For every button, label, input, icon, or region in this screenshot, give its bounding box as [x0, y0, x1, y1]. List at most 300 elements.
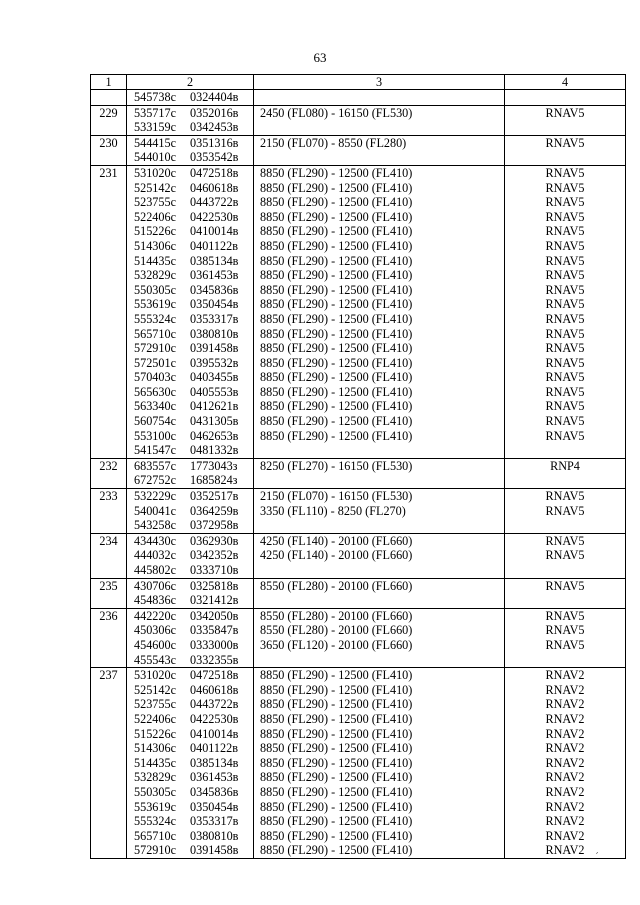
latitude: 565710c [134, 326, 176, 341]
longitude: 0362930в [190, 533, 239, 548]
latitude: 565710c [134, 828, 176, 843]
coordinate-line [134, 136, 253, 151]
altitude-range: 8850 (FL290) - 12500 (FL410) [260, 180, 413, 195]
column-header: 1 [91, 75, 127, 90]
altitude-range: 2450 (FL080) - 16150 (FL530) [260, 105, 413, 120]
longitude: 0332355в [190, 652, 239, 667]
altitude-range: 8850 (FL290) - 12500 (FL410) [260, 326, 413, 341]
column-header: 3 [254, 75, 505, 90]
coordinate-line [134, 254, 253, 269]
navigation-spec-cell [505, 608, 626, 667]
route-number: 232 [91, 458, 127, 488]
coordinates-cell [127, 105, 254, 135]
coordinate-line [134, 297, 253, 312]
altitude-range: 8850 (FL290) - 12500 (FL410) [260, 311, 413, 326]
coordinate-line [134, 150, 253, 165]
navigation-spec: RNP4 [550, 458, 580, 473]
longitude: 0391458в [190, 341, 239, 356]
navigation-spec: RNAV5 [545, 326, 585, 341]
navigation-spec: RNAV5 [545, 399, 585, 414]
altitude-range: 8850 (FL290) - 12500 (FL410) [260, 755, 413, 770]
coordinate-line [134, 843, 253, 858]
navigation-spec: RNAV5 [545, 503, 585, 518]
longitude: 0395532в [190, 355, 239, 370]
longitude: 0385134в [190, 253, 239, 268]
altitude-range: 8850 (FL290) - 12500 (FL410) [260, 414, 413, 429]
coordinate-line [134, 489, 253, 504]
navigation-spec: RNAV5 [545, 489, 585, 504]
navigation-spec: RNAV5 [545, 533, 585, 548]
coordinate-line [134, 356, 253, 371]
altitude-range: 8850 (FL290) - 12500 (FL410) [260, 282, 413, 297]
longitude: 0460618в [190, 180, 239, 195]
navigation-spec: RNAV2 [545, 799, 585, 814]
navigation-spec-cell [505, 105, 626, 135]
altitude-cell [254, 668, 505, 859]
route-number: 237 [91, 668, 127, 859]
coordinate-line [134, 268, 253, 283]
altitude-cell [254, 608, 505, 667]
page-number: 63 [313, 50, 327, 65]
route-number: 231 [91, 165, 127, 458]
longitude: 0364259в [190, 503, 239, 518]
latitude: 543258c [134, 518, 176, 533]
latitude: 523755c [134, 195, 176, 210]
altitude-cell [254, 489, 505, 534]
latitude: 514435c [134, 253, 176, 268]
coordinate-line [134, 399, 253, 414]
coordinate-line [134, 653, 253, 668]
latitude: 531020c [134, 165, 176, 180]
navigation-spec: RNAV5 [545, 165, 585, 180]
latitude: 525142c [134, 180, 176, 195]
latitude: 572501c [134, 355, 176, 370]
altitude-range: 8850 (FL290) - 12500 (FL410) [260, 297, 413, 312]
longitude: 0385134в [190, 755, 239, 770]
latitude: 544010c [134, 150, 176, 165]
coordinates-cell [127, 578, 254, 608]
table-row [91, 608, 626, 667]
navigation-spec: RNAV5 [545, 355, 585, 370]
routes-table [90, 74, 626, 859]
coordinate-line [134, 683, 253, 698]
coordinates-cell [127, 135, 254, 165]
longitude: 0372958в [190, 518, 239, 533]
longitude: 1773043з [190, 458, 238, 473]
coordinate-line [134, 609, 253, 624]
altitude-range: 8850 (FL290) - 12500 (FL410) [260, 165, 413, 180]
navigation-spec: RNAV5 [545, 268, 585, 283]
coordinates-cell [127, 165, 254, 458]
table-row [91, 533, 626, 578]
altitude-range: 8850 (FL290) - 12500 (FL410) [260, 209, 413, 224]
table-row [91, 458, 626, 488]
coordinate-line [134, 312, 253, 327]
navigation-spec: RNAV2 [545, 814, 585, 829]
longitude: 0361453в [190, 770, 239, 785]
altitude-range: 8850 (FL290) - 12500 (FL410) [260, 799, 413, 814]
altitude-range: 8850 (FL290) - 12500 (FL410) [260, 814, 413, 829]
route-number: 229 [91, 105, 127, 135]
coordinate-line [134, 459, 253, 474]
navigation-spec: RNAV2 [545, 711, 585, 726]
latitude: 454600c [134, 637, 176, 652]
coordinates-cell [127, 458, 254, 488]
coordinate-line [134, 668, 253, 683]
altitude-cell [254, 90, 505, 106]
navigation-spec: RNAV5 [545, 253, 585, 268]
longitude: 0353317в [190, 814, 239, 829]
latitude: 572910c [134, 843, 176, 858]
coordinate-line [134, 727, 253, 742]
longitude: 0352016в [190, 105, 239, 120]
longitude: 0335847в [190, 623, 239, 638]
altitude-range: 8850 (FL290) - 12500 (FL410) [260, 828, 413, 843]
coordinate-line [134, 504, 253, 519]
longitude: 0380810в [190, 326, 239, 341]
altitude-range: 8850 (FL290) - 12500 (FL410) [260, 668, 413, 683]
longitude: 0353542в [190, 150, 239, 165]
longitude: 0391458в [190, 843, 239, 858]
longitude: 0481332в [190, 443, 239, 458]
navigation-spec: RNAV5 [545, 297, 585, 312]
altitude-range: 8850 (FL290) - 12500 (FL410) [260, 268, 413, 283]
altitude-range: 8850 (FL290) - 12500 (FL410) [260, 370, 413, 385]
navigation-spec: RNAV2 [545, 755, 585, 770]
margin-mark: ׳ [596, 849, 599, 859]
navigation-spec: RNAV5 [545, 623, 585, 638]
altitude-range: 8550 (FL280) - 20100 (FL660) [260, 578, 413, 593]
altitude-range: 8850 (FL290) - 12500 (FL410) [260, 741, 413, 756]
longitude: 0472518в [190, 668, 239, 683]
navigation-spec: RNAV5 [545, 180, 585, 195]
longitude: 0443722в [190, 697, 239, 712]
navigation-spec: RNAV5 [545, 238, 585, 253]
table-row [91, 165, 626, 458]
altitude-cell [254, 135, 505, 165]
column-header: 2 [127, 75, 254, 90]
latitude: 540041c [134, 503, 176, 518]
longitude: 0412621в [190, 399, 239, 414]
latitude: 531020c [134, 668, 176, 683]
coordinate-line [134, 814, 253, 829]
coordinate-line [134, 638, 253, 653]
coordinate-line [134, 548, 253, 563]
navigation-spec: RNAV5 [545, 209, 585, 224]
longitude: 0325818в [190, 578, 239, 593]
altitude-range: 8850 (FL290) - 12500 (FL410) [260, 384, 413, 399]
coordinate-line [134, 195, 253, 210]
longitude: 0350454в [190, 297, 239, 312]
table-row [91, 489, 626, 534]
longitude: 0345836в [190, 784, 239, 799]
table-row [91, 668, 626, 859]
navigation-spec: RNAV2 [545, 741, 585, 756]
altitude-range: 8850 (FL290) - 12500 (FL410) [260, 770, 413, 785]
longitude: 0353317в [190, 311, 239, 326]
coordinate-line [134, 579, 253, 594]
coordinate-line [134, 341, 253, 356]
column-header: 4 [505, 75, 626, 90]
coordinates-cell [127, 668, 254, 859]
navigation-spec: RNAV2 [545, 784, 585, 799]
altitude-range: 8850 (FL290) - 12500 (FL410) [260, 238, 413, 253]
coordinate-line [134, 785, 253, 800]
latitude: 455543c [134, 652, 176, 667]
coordinate-line [134, 181, 253, 196]
latitude: 560754c [134, 414, 176, 429]
latitude: 450306c [134, 623, 176, 638]
latitude: 514435c [134, 755, 176, 770]
coordinates-cell [127, 608, 254, 667]
route-number: 230 [91, 135, 127, 165]
navigation-spec: RNAV5 [545, 311, 585, 326]
latitude: 515226c [134, 224, 176, 239]
coordinate-line [134, 829, 253, 844]
altitude-range: 8850 (FL290) - 12500 (FL410) [260, 428, 413, 443]
longitude: 0403455в [190, 370, 239, 385]
latitude: 672752c [134, 473, 176, 488]
altitude-cell [254, 165, 505, 458]
latitude: 535717c [134, 105, 176, 120]
coordinate-line [134, 327, 253, 342]
altitude-range: 8850 (FL290) - 12500 (FL410) [260, 341, 413, 356]
longitude: 0401122в [190, 238, 238, 253]
latitude: 550305c [134, 282, 176, 297]
longitude: 0422530в [190, 209, 239, 224]
coordinate-line [134, 800, 253, 815]
longitude: 0321412в [190, 593, 239, 608]
altitude-cell [254, 533, 505, 578]
coordinate-line [134, 283, 253, 298]
latitude: 445802c [134, 563, 176, 577]
navigation-spec-cell [505, 668, 626, 859]
longitude: 0333000в [190, 637, 239, 652]
latitude: 533159c [134, 120, 176, 135]
table-row [91, 135, 626, 165]
longitude: 0351316в [190, 135, 239, 150]
altitude-range: 2150 (FL070) - 16150 (FL530) [260, 489, 413, 504]
navigation-spec-cell [505, 135, 626, 165]
navigation-spec: RNAV5 [545, 384, 585, 399]
latitude: 514306c [134, 238, 176, 253]
longitude: 0342453в [190, 120, 239, 135]
latitude: 683557c [134, 458, 176, 473]
altitude-range: 8850 (FL290) - 12500 (FL410) [260, 224, 413, 239]
navigation-spec: RNAV5 [545, 608, 585, 623]
navigation-spec: RNAV2 [545, 697, 585, 712]
altitude-range: 8850 (FL290) - 12500 (FL410) [260, 711, 413, 726]
latitude: 550305c [134, 784, 176, 799]
latitude: 553619c [134, 297, 176, 312]
navigation-spec: RNAV5 [545, 414, 585, 429]
longitude: 0380810в [190, 828, 239, 843]
longitude: 0324404в [190, 90, 239, 104]
coordinate-line [134, 239, 253, 254]
longitude: 0401122в [190, 741, 238, 756]
latitude: 454836c [134, 593, 176, 608]
longitude: 0350454в [190, 799, 239, 814]
table-row [91, 578, 626, 608]
latitude: 544415c [134, 135, 176, 150]
coordinate-line [134, 224, 253, 239]
route-number: 233 [91, 489, 127, 534]
longitude: 0345836в [190, 282, 239, 297]
latitude: 541547c [134, 443, 176, 458]
latitude: 442220c [134, 608, 176, 623]
latitude: 553619c [134, 799, 176, 814]
altitude-range: 4250 (FL140) - 20100 (FL660) [260, 548, 413, 563]
navigation-spec: RNAV5 [545, 135, 585, 150]
altitude-range: 4250 (FL140) - 20100 (FL660) [260, 533, 413, 548]
coordinates-cell [127, 90, 254, 106]
coordinate-line [134, 518, 253, 533]
coordinate-line [134, 770, 253, 785]
latitude: 532829c [134, 770, 176, 785]
navigation-spec: RNAV2 [545, 770, 585, 785]
altitude-range: 8850 (FL290) - 12500 (FL410) [260, 843, 413, 858]
longitude: 0405553в [190, 384, 239, 399]
longitude: 0342050в [190, 608, 239, 623]
navigation-spec: RNAV2 [545, 843, 585, 858]
table-row [91, 105, 626, 135]
altitude-range: 2150 (FL070) - 8550 (FL280) [260, 135, 407, 150]
navigation-spec: RNAV5 [545, 195, 585, 210]
coordinate-line [134, 712, 253, 727]
navigation-spec: RNAV5 [545, 224, 585, 239]
coordinate-line [134, 473, 253, 488]
coordinate-line [134, 697, 253, 712]
longitude: 0460618в [190, 682, 239, 697]
longitude: 0431305в [190, 414, 239, 429]
coordinate-line [134, 385, 253, 400]
coordinate-line [134, 623, 253, 638]
coordinate-line [134, 370, 253, 385]
altitude-cell [254, 578, 505, 608]
coordinate-line [134, 563, 253, 578]
coordinate-line [134, 741, 253, 756]
navigation-spec: RNAV5 [545, 370, 585, 385]
coordinate-line [134, 756, 253, 771]
latitude: 525142c [134, 682, 176, 697]
altitude-range: 8850 (FL290) - 12500 (FL410) [260, 697, 413, 712]
navigation-spec: RNAV2 [545, 726, 585, 741]
longitude: 0361453в [190, 268, 239, 283]
longitude: 0472518в [190, 165, 239, 180]
navigation-spec-cell [505, 165, 626, 458]
latitude: 523755c [134, 697, 176, 712]
navigation-spec-cell [505, 533, 626, 578]
coordinates-cell [127, 489, 254, 534]
route-number [91, 90, 127, 106]
navigation-spec: RNAV5 [545, 105, 585, 120]
coordinate-line [134, 429, 253, 444]
longitude: 0410014в [190, 224, 239, 239]
navigation-spec: RNAV5 [545, 637, 585, 652]
coordinate-line [134, 90, 253, 105]
navigation-spec-cell [505, 90, 626, 106]
coordinate-line [134, 534, 253, 549]
altitude-range: 8850 (FL290) - 12500 (FL410) [260, 195, 413, 210]
navigation-spec-cell [505, 458, 626, 488]
altitude-cell [254, 105, 505, 135]
route-number: 236 [91, 608, 127, 667]
navigation-spec: RNAV5 [545, 428, 585, 443]
coordinate-line [134, 166, 253, 181]
coordinate-line [134, 210, 253, 225]
route-number: 234 [91, 533, 127, 578]
latitude: 430706c [134, 578, 176, 593]
navigation-spec: RNAV5 [545, 282, 585, 297]
altitude-range: 8250 (FL270) - 16150 (FL530) [260, 458, 413, 473]
navigation-spec-cell [505, 489, 626, 534]
latitude: 515226c [134, 726, 176, 741]
navigation-spec: RNAV5 [545, 548, 585, 563]
latitude: 565630c [134, 384, 176, 399]
longitude: 1685824з [190, 473, 238, 488]
latitude: 570403c [134, 370, 176, 385]
latitude: 532229c [134, 489, 176, 504]
table-body [91, 90, 626, 859]
latitude: 514306c [134, 741, 176, 756]
latitude: 434430c [134, 533, 176, 548]
longitude: 0443722в [190, 195, 239, 210]
longitude: 0462653в [190, 428, 239, 443]
latitude: 532829c [134, 268, 176, 283]
longitude: 0342352в [190, 548, 239, 563]
altitude-cell [254, 458, 505, 488]
coordinate-line [134, 414, 253, 429]
longitude: 0333710в [190, 563, 239, 577]
longitude: 0410014в [190, 726, 239, 741]
latitude: 572910c [134, 341, 176, 356]
coordinates-cell [127, 533, 254, 578]
navigation-spec: RNAV2 [545, 682, 585, 697]
latitude: 555324c [134, 814, 176, 829]
altitude-range: 8850 (FL290) - 12500 (FL410) [260, 399, 413, 414]
altitude-range: 8850 (FL290) - 12500 (FL410) [260, 253, 413, 268]
navigation-spec: RNAV5 [545, 341, 585, 356]
longitude: 0422530в [190, 711, 239, 726]
navigation-spec: RNAV2 [545, 668, 585, 683]
altitude-range: 3350 (FL110) - 8250 (FL270) [260, 503, 406, 518]
altitude-range: 3650 (FL120) - 20100 (FL660) [260, 637, 413, 652]
latitude: 545738c [134, 90, 176, 104]
coordinate-line [134, 120, 253, 135]
navigation-spec-cell [505, 578, 626, 608]
altitude-range: 8850 (FL290) - 12500 (FL410) [260, 682, 413, 697]
latitude: 553100c [134, 428, 176, 443]
latitude: 522406c [134, 711, 176, 726]
altitude-range: 8850 (FL290) - 12500 (FL410) [260, 726, 413, 741]
latitude: 555324c [134, 311, 176, 326]
navigation-spec: RNAV5 [545, 578, 585, 593]
altitude-range: 8550 (FL280) - 20100 (FL660) [260, 608, 413, 623]
table-header-row [91, 75, 626, 90]
altitude-range: 8850 (FL290) - 12500 (FL410) [260, 355, 413, 370]
latitude: 522406c [134, 209, 176, 224]
latitude: 563340c [134, 399, 176, 414]
navigation-spec: RNAV2 [545, 828, 585, 843]
altitude-range: 8550 (FL280) - 20100 (FL660) [260, 623, 413, 638]
latitude: 444032c [134, 548, 176, 563]
altitude-range: 8850 (FL290) - 12500 (FL410) [260, 784, 413, 799]
table-row [91, 90, 626, 106]
coordinate-line [134, 593, 253, 608]
coordinate-line [134, 106, 253, 121]
route-number: 235 [91, 578, 127, 608]
longitude: 0352517в [190, 489, 239, 504]
